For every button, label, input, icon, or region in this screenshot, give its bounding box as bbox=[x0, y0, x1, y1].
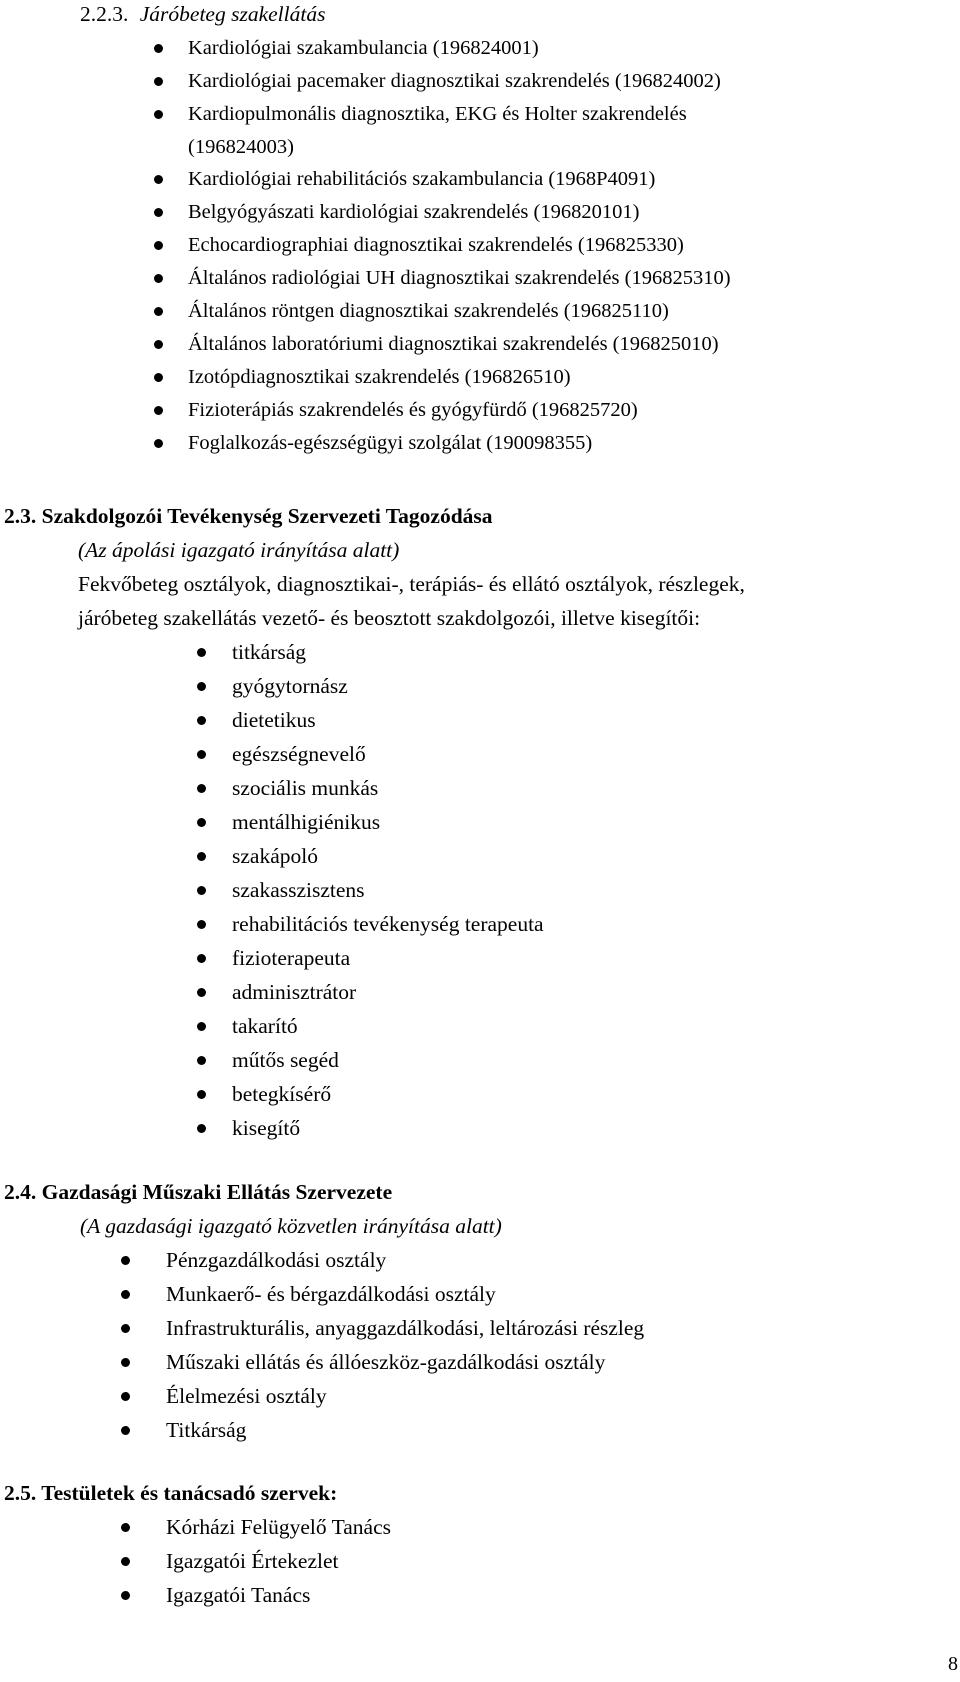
bullet-icon bbox=[154, 406, 163, 415]
list-item: Kardiológiai pacemaker diagnosztikai szakrendelés (196824002) bbox=[188, 70, 721, 92]
bullet-icon bbox=[197, 716, 206, 725]
bullet-icon bbox=[197, 1056, 206, 1065]
list-item: kisegítő bbox=[232, 1116, 301, 1140]
bullet-icon bbox=[197, 920, 206, 929]
list-item: Igazgatói Tanács bbox=[166, 1583, 311, 1607]
list-item: Általános röntgen diagnosztikai szakrendelés (196825110) bbox=[188, 300, 669, 322]
bullet-icon bbox=[121, 1324, 130, 1333]
list-item: Titkárság bbox=[166, 1418, 247, 1442]
list-item: Munkaerő- és bérgazdálkodási osztály bbox=[166, 1282, 496, 1306]
bullet-icon bbox=[197, 988, 206, 997]
page-number: 8 bbox=[948, 1653, 958, 1675]
section-2-3-subtitle: (Az ápolási igazgató irányítása alatt) bbox=[78, 538, 400, 562]
bullet-icon bbox=[154, 208, 163, 217]
bullet-icon bbox=[197, 852, 206, 861]
list-item: fizioterapeuta bbox=[232, 946, 351, 970]
list-item: Infrastrukturális, anyaggazdálkodási, leltározási részleg bbox=[166, 1316, 645, 1340]
bullet-icon bbox=[197, 750, 206, 759]
list-item: betegkísérő bbox=[232, 1082, 332, 1106]
list-item: Belgyógyászati kardiológiai szakrendelés (196820101) bbox=[188, 201, 640, 223]
bullet-icon bbox=[154, 307, 163, 316]
bullet-icon bbox=[154, 274, 163, 283]
section-number: 2.2.3. bbox=[80, 2, 129, 26]
list-item: mentálhigiénikus bbox=[232, 810, 381, 834]
list-item: takarító bbox=[232, 1014, 298, 1038]
list-item: szociális munkás bbox=[232, 776, 379, 800]
list-item: szakasszisztens bbox=[232, 878, 365, 902]
list-item: Kardiopulmonális diagnosztika, EKG és Holter szakrendelés bbox=[188, 103, 687, 125]
list-item: dietetikus bbox=[232, 708, 316, 732]
bullet-icon bbox=[197, 1090, 206, 1099]
list-item: gyógytornász bbox=[232, 674, 348, 698]
section-2-4-subtitle: (A gazdasági igazgató közvetlen irányítása alatt) bbox=[80, 1214, 502, 1238]
list-item: Echocardiographiai diagnosztikai szakrendelés (196825330) bbox=[188, 234, 684, 256]
list-item: titkárság bbox=[232, 640, 307, 664]
bullet-icon bbox=[154, 77, 163, 86]
section-2-3-paragraph-line-1: Fekvőbeteg osztályok, diagnosztikai-, terápiás- és ellátó osztályok, részlegek, bbox=[78, 572, 745, 596]
bullet-icon bbox=[197, 648, 206, 657]
list-item: Kardiológiai rehabilitációs szakambulancia (1968P4091) bbox=[188, 168, 656, 190]
bullet-icon bbox=[121, 1358, 130, 1367]
list-item: egészségnevelő bbox=[232, 742, 366, 766]
list-item: Kardiológiai szakambulancia (196824001) bbox=[188, 37, 539, 59]
list-item: rehabilitációs tevékenység terapeuta bbox=[232, 912, 544, 936]
section-2-5-heading: 2.5. Testületek és tanácsadó szervek: bbox=[4, 1481, 338, 1505]
bullet-icon bbox=[154, 241, 163, 250]
section-2-3-heading: 2.3. Szakdolgozói Tevékenység Szervezeti Tagozódása bbox=[4, 504, 493, 528]
list-item: adminisztrátor bbox=[232, 980, 357, 1004]
bullet-icon bbox=[197, 682, 206, 691]
list-item: Igazgatói Értekezlet bbox=[166, 1549, 339, 1573]
list-item: Általános radiológiai UH diagnosztikai szakrendelés (196825310) bbox=[188, 267, 731, 289]
bullet-icon bbox=[154, 110, 163, 119]
bullet-icon bbox=[121, 1523, 130, 1532]
bullet-icon bbox=[154, 439, 163, 448]
bullet-icon bbox=[154, 340, 163, 349]
bullet-icon bbox=[121, 1557, 130, 1566]
list-item: Pénzgazdálkodási osztály bbox=[166, 1248, 387, 1272]
bullet-icon bbox=[154, 175, 163, 184]
bullet-icon bbox=[121, 1392, 130, 1401]
list-item: műtős segéd bbox=[232, 1048, 339, 1072]
list-item: Fizioterápiás szakrendelés és gyógyfürdő (196825720) bbox=[188, 399, 638, 421]
bullet-icon bbox=[197, 1124, 206, 1133]
bullet-icon bbox=[121, 1256, 130, 1265]
bullet-icon bbox=[154, 373, 163, 382]
list-item: Kórházi Felügyelő Tanács bbox=[166, 1515, 391, 1539]
list-item-continuation: (196824003) bbox=[188, 136, 294, 158]
section-2-2-3-heading bbox=[80, 4, 325, 26]
bullet-icon bbox=[121, 1591, 130, 1600]
list-item: Műszaki ellátás és állóeszköz-gazdálkodási osztály bbox=[166, 1350, 606, 1374]
list-item: Általános laboratóriumi diagnosztikai szakrendelés (196825010) bbox=[188, 333, 719, 355]
section-2-3-paragraph-line-2: járóbeteg szakellátás vezető- és beosztott szakdolgozói, illetve kisegítői: bbox=[78, 606, 701, 630]
bullet-icon bbox=[121, 1290, 130, 1299]
list-item: Foglalkozás-egészségügyi szolgálat (190098355) bbox=[188, 432, 593, 454]
bullet-icon bbox=[121, 1426, 130, 1435]
list-item: Izotópdiagnosztikai szakrendelés (196826510) bbox=[188, 366, 571, 388]
section-title: Járóbeteg szakellátás bbox=[139, 2, 326, 26]
bullet-icon bbox=[197, 1022, 206, 1031]
bullet-icon bbox=[197, 784, 206, 793]
section-2-4-heading: 2.4. Gazdasági Műszaki Ellátás Szervezete bbox=[4, 1180, 393, 1204]
list-item: szakápoló bbox=[232, 844, 318, 868]
bullet-icon bbox=[197, 818, 206, 827]
bullet-icon bbox=[154, 44, 163, 53]
bullet-icon bbox=[197, 886, 206, 895]
bullet-icon bbox=[197, 954, 206, 963]
list-item: Élelmezési osztály bbox=[166, 1384, 327, 1408]
